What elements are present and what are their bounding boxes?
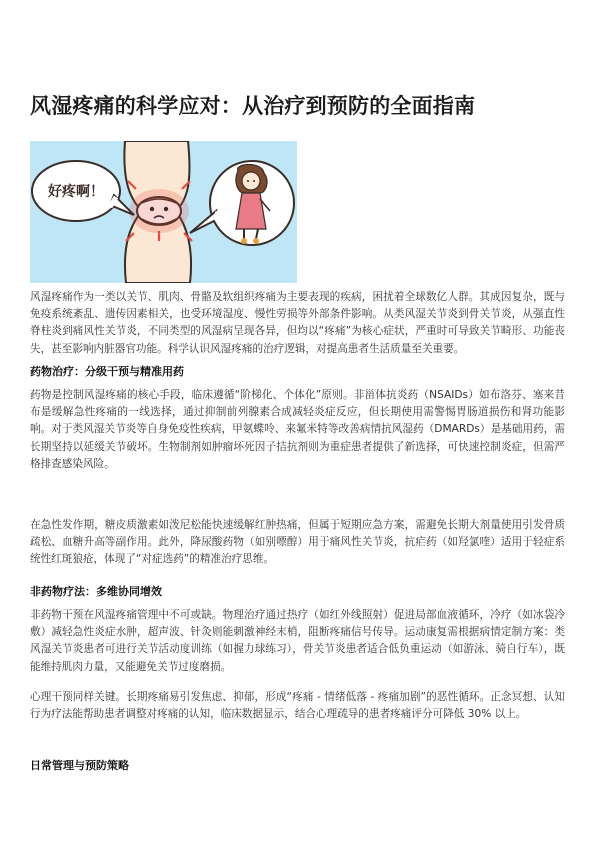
nondrug-paragraph-2: 心理干预同样关键。长期疼痛易引发焦虑、抑郁，形成“疼痛 - 情绪低落 - 疼痛加剧”的恶性循环。正念冥想、认知行为疗法能帮助患者调整对疼痛的认知，临床数据显示，结合心理疏导的患者疼痛评分可降低 30% 以上。 xyxy=(30,691,565,721)
bubble-text: 好疼啊！ xyxy=(48,184,104,200)
section-heading-nondrug: 非药物疗法：多维协同增效 xyxy=(30,585,162,598)
nondrug-paragraph-1: 非药物干预在风湿疼痛管理中不可或缺。物理治疗通过热疗（如红外线照射）促进局部血液循环，冷疗（如冰袋冷敷）减轻急性炎症水肿，超声波、针灸则能刺激神经末梢，阻断疼痛信号传导。运动康复需根据病情定制方案：类风湿关节炎患者可进行关节活动度训练（如握力球练习），骨关节炎患者适合低负重运动（如游泳、骑自行车），既能维持肌肉力量，又能避免关节过度磨损。 xyxy=(30,609,565,673)
section-heading-drug: 药物治疗：分级干预与精准用药 xyxy=(30,365,184,378)
hero-illustration xyxy=(30,141,297,283)
drug-paragraph-1: 药物是控制风湿疼痛的核心手段，临床遵循“阶梯化、个体化”原则。非甾体抗炎药（NSAIDs）如布洛芬、塞来昔布是缓解急性疼痛的一线选择，通过抑制前列腺素合成减轻炎症反应，但长期使用需警惕胃肠道损伤和肾功能影响。对于类风湿关节炎等自身免疫性疾病，甲氨蝶呤、来氟米特等改善病情抗风湿药（DMARDs）是基础用药，需长期坚持以延缓关节破坏。生物制剂如肿瘤坏死因子拮抗剂则为重症患者提供了新选择，可快速控制炎症，但需严格排查感染风险。 xyxy=(30,389,565,470)
section-heading-daily: 日常管理与预防策略 xyxy=(30,759,129,772)
page-title: 风湿疼痛的科学应对：从治疗到预防的全面指南 xyxy=(30,94,476,118)
drug-paragraph-2: 在急性发作期，糖皮质激素如泼尼松能快速缓解红肿热痛，但属于短期应急方案，需避免长期大剂量使用引发骨质疏松、血糖升高等副作用。此外，降尿酸药物（如别嘌醇）用于痛风性关节炎，抗疟药（如羟氯喹）适用于轻症系统性红斑狼疮，体现了“对症选药”的精准治疗思维。 xyxy=(30,519,565,566)
intro-paragraph: 风湿疼痛作为一类以关节、肌肉、骨骼及软组织疼痛为主要表现的疾病，困扰着全球数亿人群。其成因复杂，既与免疫系统紊乱、遗传因素相关，也受环境湿度、慢性劳损等外部条件影响。从类风湿关节炎到骨关节炎，从强直性脊柱炎到痛风性关节炎，不同类型的风湿病呈现各异，但均以“疼痛”为核心症状，严重时可导致关节畸形、功能丧失，甚至影响内脏器官功能。科学认识风湿疼痛的治疗逻辑，对提高患者生活质量至关重要。 xyxy=(30,291,565,355)
dress xyxy=(236,193,266,229)
face xyxy=(242,172,260,190)
